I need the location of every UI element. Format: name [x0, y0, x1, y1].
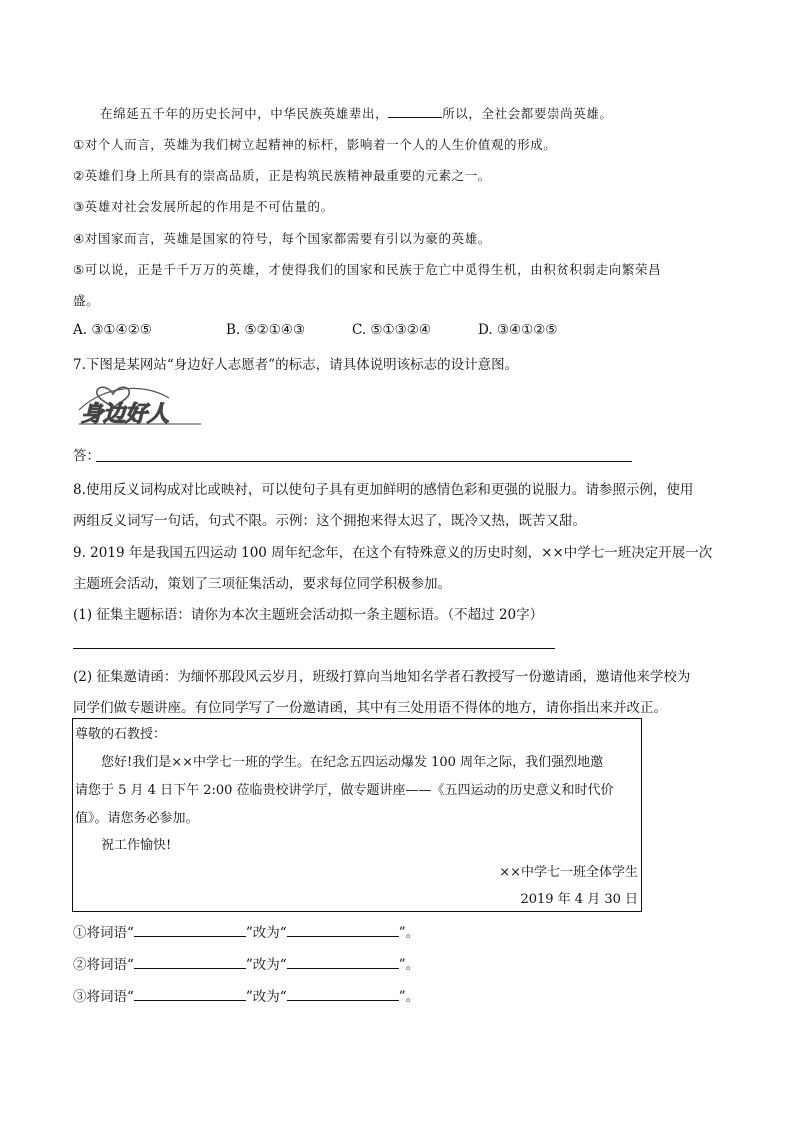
- passage-sentence-3: ③英雄对社会发展所起的作用是不可估量的。: [73, 199, 334, 214]
- fill-item-1: [73, 921, 419, 941]
- fill-item-2-blank-new[interactable]: [287, 954, 399, 969]
- fill-item-3: [73, 985, 419, 1005]
- passage-sentence-5b: 盛。: [73, 293, 100, 308]
- fill-item-1-end: ”。: [398, 925, 420, 941]
- question-7: 7.下图是某网站“身边好人志愿者”的标志，请具体说明该标志的设计意图。: [73, 357, 519, 373]
- passage-sentence-2: ②英雄们身上所具有的崇高品质，正是构筑民族精神最重要的元素之一。: [73, 168, 491, 183]
- fill-item-2-label: ②将词语“: [73, 957, 134, 973]
- fill-item-1-blank-new[interactable]: [287, 922, 399, 937]
- letter-date: 2019 年 4 月 30 日: [520, 892, 638, 907]
- option-a: A. ③①④②⑤: [73, 322, 152, 338]
- fill-item-1-mid: ”改为“: [245, 925, 287, 941]
- passage-blank: [388, 103, 442, 118]
- fill-item-2-mid: ”改为“: [245, 957, 287, 973]
- letter-body-1: 您好!我们是××中学七一班的学生。在纪念五四运动爆发 100 周年之际，我们强烈地邀: [101, 755, 604, 770]
- option-b: B. ⑤②①④③: [226, 322, 306, 338]
- fill-item-3-end: ”。: [398, 989, 420, 1005]
- answer-line: [96, 461, 632, 462]
- invitation-letter: [72, 718, 642, 912]
- option-row: [73, 322, 557, 338]
- fill-item-3-blank-old[interactable]: [134, 986, 246, 1001]
- question-8-line-1: 8.使用反义词构成对比或映衬，可以使句子具有更加鲜明的感情色彩和更强的说服力。请参照示例，使用: [73, 482, 694, 498]
- letter-body-2: 请您于 5 月 4 日下午 2:00 莅临贵校讲学厅，做专题讲座——《五四运动的历史意义和时代价: [75, 783, 614, 798]
- passage-sentence-4: ④对国家而言，英雄是国家的符号，每个国家都需要有引以为豪的英雄。: [73, 231, 491, 246]
- fill-item-2: [73, 953, 419, 973]
- fill-item-2-blank-old[interactable]: [134, 954, 246, 969]
- fill-item-2-end: ”。: [398, 957, 420, 973]
- question-9-sub-2-line-1: (2) 征集邀请函：为缅怀那段风云岁月，班级打算向当地知名学者石教授写一份邀请函，邀请他来学校为: [73, 669, 691, 685]
- logo-image: [73, 380, 213, 430]
- question-9-line-1: 9. 2019 年是我国五四运动 100 周年纪念年，在这个有特殊意义的历史时刻，××中学七一班决定开展一次: [73, 545, 713, 561]
- passage-sentence-1: ①对个人而言，英雄为我们树立起精神的标杆，影响着一个人的人生价值观的形成。: [73, 137, 557, 152]
- option-d: D. ③④①②⑤: [478, 322, 558, 338]
- question-9-sub-1: (1) 征集主题标语：请你为本次主题班会活动拟一条主题标语。（不超过 20字）: [73, 607, 544, 623]
- fill-item-3-blank-new[interactable]: [287, 986, 399, 1001]
- letter-signature: ××中学七一班全体学生: [499, 865, 638, 880]
- logo-text: 身边好人: [81, 402, 170, 427]
- option-c: C. ⑤①③②④: [352, 322, 431, 338]
- question-9-line-2: 主题班会活动，策划了三项征集活动，要求每位同学积极参加。: [73, 576, 451, 592]
- passage-sentence-5a: ⑤可以说，正是千千万万的英雄，才使得我们的国家和民族于危亡中觅得生机，由积贫积弱走向繁荣昌: [73, 262, 662, 277]
- fill-item-3-mid: ”改为“: [245, 989, 287, 1005]
- letter-body-3: 值》。请您务必参加。: [75, 811, 199, 826]
- fill-item-3-label: ③将词语“: [73, 989, 134, 1005]
- question-9-sub-2-line-2: 同学们做专题讲座。有位同学写了一份邀请函，其中有三处用语不得体的地方，请你指出来并改正。: [73, 700, 667, 716]
- question-8-line-2: 两组反义词写一句话，句式不限。示例：这个拥抱来得太迟了，既冷又热，既苦又甜。: [73, 513, 586, 529]
- passage-intro-before: 在绵延五千年的历史长河中，中华民族英雄辈出，: [100, 106, 389, 121]
- letter-salutation: 尊敬的石教授：: [75, 727, 167, 742]
- fill-item-1-label: ①将词语“: [73, 925, 134, 941]
- letter-closing: 祝工作愉快!: [101, 838, 172, 853]
- slogan-answer-line: [73, 648, 555, 649]
- fill-item-1-blank-old[interactable]: [134, 922, 246, 937]
- passage-intro-after: 所以，全社会都要崇尚英雄。: [442, 106, 613, 121]
- passage-intro: [100, 103, 613, 122]
- answer-label: 答：: [73, 448, 100, 464]
